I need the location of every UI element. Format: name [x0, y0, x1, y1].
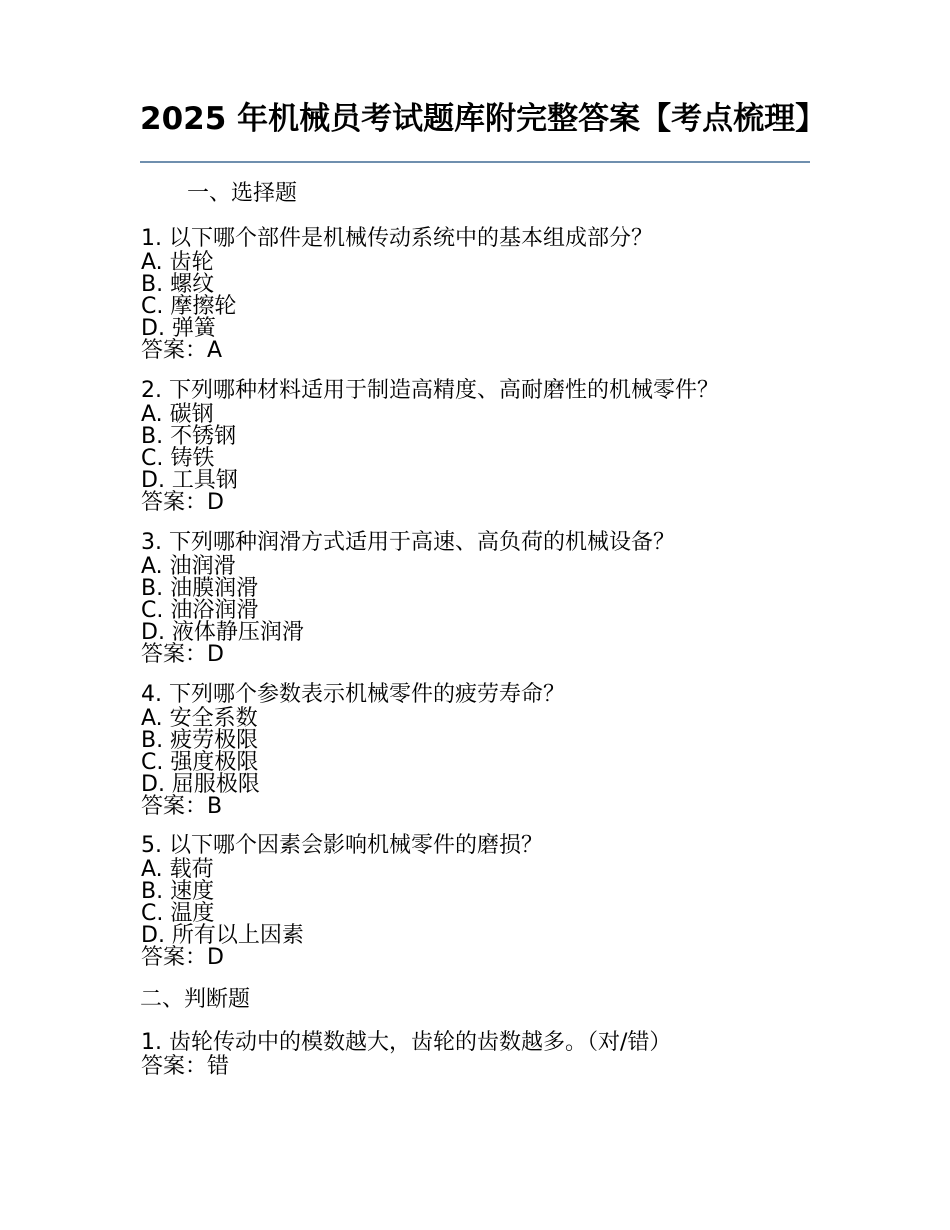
option-d: D. 工具钢	[141, 468, 238, 493]
question-text: 2. 下列哪种材料适用于制造高精度、高耐磨性的机械零件？	[141, 378, 719, 403]
option-b: B. 疲劳极限	[141, 728, 259, 753]
option-a: A. 碳钢	[141, 402, 214, 427]
answer-text: 答案：B	[141, 794, 223, 819]
option-c: C. 强度极限	[141, 750, 259, 775]
question-text: 5. 以下哪个因素会影响机械零件的磨损？	[141, 833, 543, 858]
question-text: 4. 下列哪个参数表示机械零件的疲劳寿命？	[141, 682, 565, 707]
question-text: 1. 齿轮传动中的模数越大，齿轮的齿数越多。（对/错）	[141, 1030, 672, 1055]
choice-question-1	[141, 228, 653, 362]
option-d: D. 液体静压润滑	[141, 620, 304, 645]
option-a: A. 安全系数	[141, 706, 258, 731]
option-b: B. 油膜润滑	[141, 576, 259, 601]
option-a: A. 载荷	[141, 857, 214, 882]
choice-question-2	[141, 380, 719, 514]
option-b: B. 螺纹	[141, 272, 215, 297]
option-c: C. 油浴润滑	[141, 598, 259, 623]
option-a: A. 齿轮	[141, 250, 214, 275]
question-text: 1. 以下哪个部件是机械传动系统中的基本组成部分？	[141, 226, 653, 251]
question-text: 3. 下列哪种润滑方式适用于高速、高负荷的机械设备？	[141, 530, 675, 555]
answer-text: 答案：D	[141, 642, 224, 667]
option-d: D. 弹簧	[141, 316, 216, 341]
option-a: A. 油润滑	[141, 554, 236, 579]
answer-text: 答案：错	[141, 1054, 230, 1079]
answer-text: 答案：D	[141, 945, 224, 970]
option-b: B. 速度	[141, 879, 215, 904]
answer-text: 答案：D	[141, 490, 224, 515]
document-title: 2025 年机械员考试题库附完整答案【考点梳理】	[140, 101, 827, 137]
answer-text: 答案：A	[141, 338, 223, 363]
option-d: D. 屈服极限	[141, 772, 260, 797]
title-underline	[140, 161, 810, 163]
section-heading-choice: 一、选择题	[187, 181, 298, 206]
judge-question-1	[141, 1032, 671, 1078]
option-d: D. 所有以上因素	[141, 923, 304, 948]
choice-question-4	[141, 684, 565, 818]
section-heading-judge: 二、判断题	[140, 987, 251, 1012]
option-c: C. 摩擦轮	[141, 294, 237, 319]
choice-question-5	[141, 835, 543, 969]
choice-question-3	[141, 532, 675, 666]
option-c: C. 温度	[141, 901, 215, 926]
option-b: B. 不锈钢	[141, 424, 237, 449]
option-c: C. 铸铁	[141, 446, 215, 471]
